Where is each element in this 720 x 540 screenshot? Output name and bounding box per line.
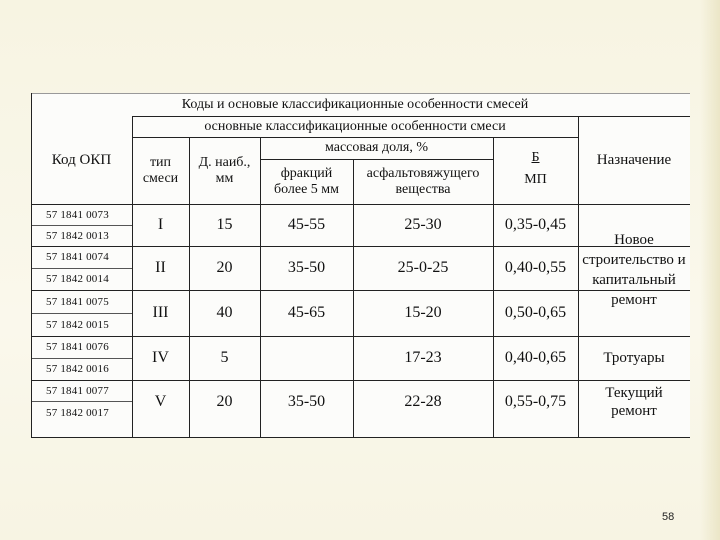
okp-code: 57 1842 0013 xyxy=(46,229,109,242)
subheader: основные классификационные особенности смеси xyxy=(204,118,506,134)
dmax-value: 40 xyxy=(216,304,233,321)
fractions-value: 35-50 xyxy=(287,259,326,276)
binder-value: 17-23 xyxy=(404,349,442,366)
okp-code: 57 1842 0014 xyxy=(46,273,109,285)
binder-value: 22-28 xyxy=(404,393,442,410)
dmax-value: 15 xyxy=(216,216,233,233)
dmax-value: 20 xyxy=(216,393,233,410)
header-b: Б xyxy=(531,150,540,165)
b-value: 0,35-0,45 xyxy=(504,216,567,233)
fractions-value xyxy=(260,336,353,380)
binder-value: 25-30 xyxy=(404,216,442,233)
classification-table xyxy=(31,93,690,438)
fractions-value: 45-55 xyxy=(287,216,326,233)
purpose-new-construction: Новое строительство и капитальный ремонт xyxy=(582,232,686,308)
okp-code: 57 1841 0074 xyxy=(46,251,109,263)
slide-edge-shade xyxy=(700,0,720,540)
fractions-value: 35-50 xyxy=(287,393,326,410)
mix-type: III xyxy=(152,304,169,321)
okp-code: 57 1841 0075 xyxy=(46,295,109,308)
okp-code: 57 1841 0076 xyxy=(46,341,109,353)
dmax-value: 20 xyxy=(216,259,233,276)
okp-code: 57 1842 0015 xyxy=(46,318,109,331)
okp-code: 57 1842 0017 xyxy=(46,406,109,419)
mass-fraction-header: массовая доля, % xyxy=(324,140,428,155)
mix-type: II xyxy=(155,259,166,276)
binder-value: 25-0-25 xyxy=(397,259,449,276)
mix-type: V xyxy=(154,393,167,410)
fractions-value: 45-65 xyxy=(287,304,326,321)
header-mpa: МП xyxy=(524,172,547,187)
header-binder: асфальтовяжущего вещества xyxy=(366,165,480,197)
mix-type: I xyxy=(157,216,164,233)
table-title: Коды и основые классификационные особенности смесей xyxy=(181,96,529,112)
binder-value: 15-20 xyxy=(404,304,442,321)
header-dmax: Д. наиб., мм xyxy=(198,154,251,186)
b-value: 0,50-0,65 xyxy=(504,304,567,321)
header-purpose: Назначение xyxy=(596,152,672,168)
okp-code: 57 1841 0073 xyxy=(46,208,109,221)
b-value: 0,40-0,55 xyxy=(504,259,567,276)
header-okp: Код ОКП xyxy=(51,152,112,168)
okp-code: 57 1841 0077 xyxy=(46,384,109,397)
purpose-sidewalks: Тротуары xyxy=(603,350,665,366)
b-value: 0,55-0,75 xyxy=(504,393,567,410)
mix-type: IV xyxy=(152,349,169,366)
dmax-value: 5 xyxy=(220,349,229,366)
purpose-current-repair: Текущий ремонт xyxy=(605,385,663,419)
okp-code: 57 1842 0016 xyxy=(46,363,109,375)
b-value: 0,40-0,65 xyxy=(504,349,567,366)
header-type: тип смеси xyxy=(142,154,179,186)
page-number: 58 xyxy=(662,511,675,523)
header-fractions: фракций более 5 мм xyxy=(273,165,340,197)
